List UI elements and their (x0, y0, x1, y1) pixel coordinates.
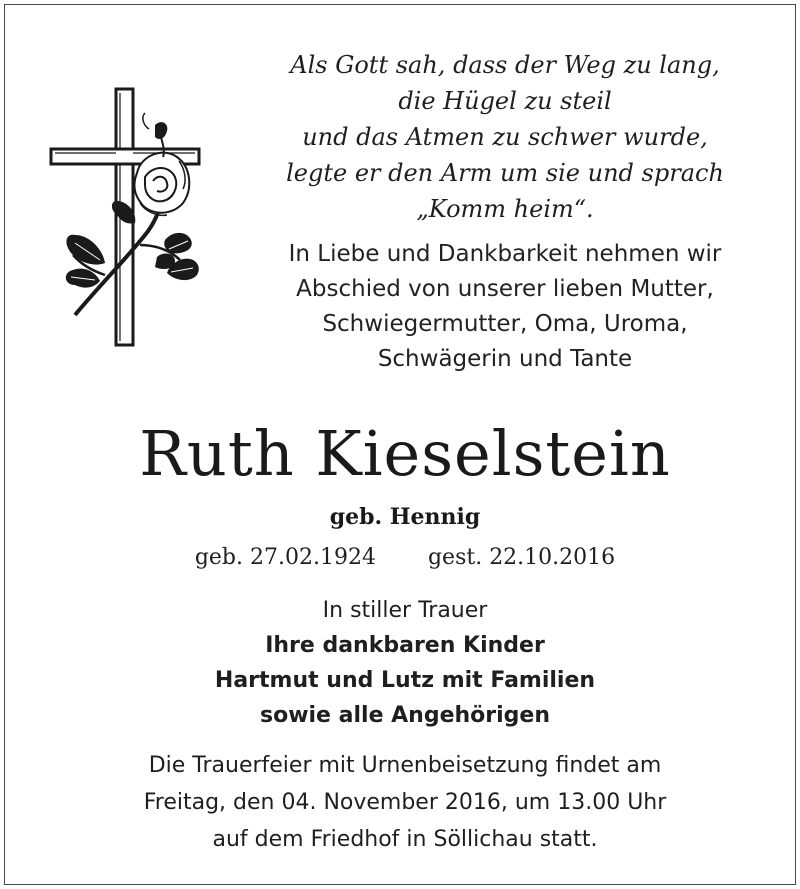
ceremony-info (5, 747, 800, 858)
mourners-line: Ihre dankbaren Kinder (265, 633, 545, 658)
cross-with-rose-icon (45, 85, 210, 350)
poem-line: „Komm heim“. (416, 195, 594, 223)
obituary-frame (4, 4, 796, 885)
mourners-line: sowie alle Angehörigen (259, 703, 551, 728)
intro-line: Schwägerin und Tante (377, 346, 633, 372)
mourners (5, 593, 800, 733)
intro-line: Schwiegermutter, Oma, Uroma, (322, 311, 688, 337)
farewell-intro (215, 237, 795, 377)
maiden-name: geb. Hennig (329, 504, 481, 530)
poem-line: die Hügel zu steil (398, 87, 612, 115)
ceremony-line: Freitag, den 04. November 2016, um 13.00 Uhr (143, 790, 667, 815)
intro-line: In Liebe und Dankbarkeit nehmen wir (288, 241, 722, 267)
death-date: gest. 22.10.2016 (427, 545, 616, 570)
ceremony-line: auf dem Friedhof in Söllichau statt. (212, 827, 598, 852)
mourners-line: Hartmut und Lutz mit Familien (214, 668, 596, 693)
poem-line: Als Gott sah, dass der Weg zu lang, (290, 51, 720, 79)
ceremony-line: Die Trauerfeier mit Urnenbeisetzung findet am (148, 753, 662, 778)
birth-date: geb. 27.02.1924 (194, 545, 376, 570)
deceased-name: Ruth Kieselstein (139, 417, 671, 490)
life-dates (5, 541, 800, 575)
poem (215, 47, 795, 227)
mourners-intro: In stiller Trauer (322, 598, 488, 623)
intro-line: Abschied von unserer lieben Mutter, (296, 276, 714, 302)
poem-line: und das Atmen zu schwer wurde, (302, 123, 708, 151)
poem-line: legte er den Arm um sie und sprach (286, 159, 724, 187)
